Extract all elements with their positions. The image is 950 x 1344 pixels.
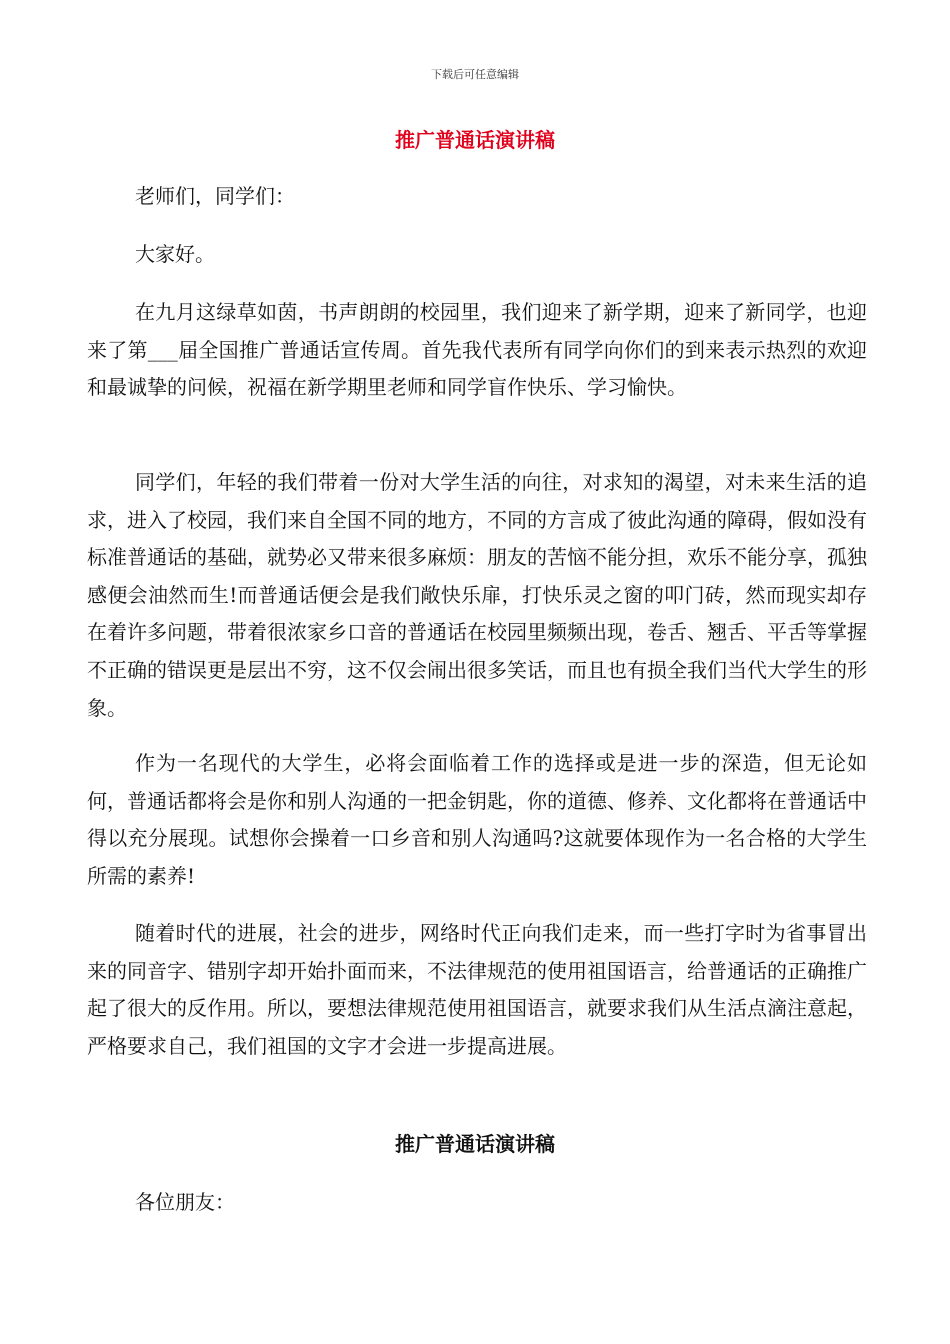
salutation: 老师们，同学们： <box>135 184 295 208</box>
greeting-line: 大家好。 <box>135 242 215 266</box>
second-title: 推广普通话演讲稿 <box>395 1132 555 1156</box>
header-note: 下载后可任意编辑 <box>431 68 519 81</box>
document-title: 推广普通话演讲稿 <box>395 128 555 152</box>
paragraph: 在九月这绿草如茵，书声朗朗的校园里，我们迎来了新学期，迎来了新同学，也迎来了第___届全国推广普通话宣传周。首先我代表所有同学向你们的到来表示热烈的欢迎和最诚挚的问候，祝福在新学期里老师和同学盲作快乐、学习愉快。 <box>87 300 867 400</box>
salutation-2: 各位朋友： <box>135 1190 235 1214</box>
paragraph: 同学们，年轻的我们带着一份对大学生活的向往，对求知的渴望，对未来生活的追求，进入了校园，我们来自全国不同的地方，不同的方言成了彼此沟通的障碍，假如没有标准普通话的基础，就势必又带来很多麻烦：朋友的苦恼不能分担，欢乐不能分享，孤独感便会油然而生!而普通话便会是我们敞快乐扉，打快乐灵之窗的叩门砖，然而现实却存在着许多问题，带着很浓家乡口音的普通话在校园里频频出现，卷舌、翘舌、平舌等掌握不正确的错误更是层出不穷，这不仅会闹出很多笑话，而且也有损全我们当代大学生的形象。 <box>87 470 867 720</box>
paragraph: 作为一名现代的大学生，必将会面临着工作的选择或是进一步的深造，但无论如何，普通话都将会是你和别人沟通的一把金钥匙，你的道德、修养、文化都将在普通话中得以充分展现。试想你会操着一口乡音和别人沟通吗?这就要体现作为一名合格的大学生所需的素养! <box>87 751 867 888</box>
paragraph: 随着时代的进展，社会的进步，网络时代正向我们走来，而一些打字时为省事冒出来的同音字、错别字却开始扑面而来，不法律规范的使用祖国语言，给普通话的正确推广起了很大的反作用。所以，要想法律规范使用祖国语言，就要求我们从生活点滴注意起，严格要求自己，我们祖国的文字才会进一步提高进展。 <box>87 921 867 1058</box>
